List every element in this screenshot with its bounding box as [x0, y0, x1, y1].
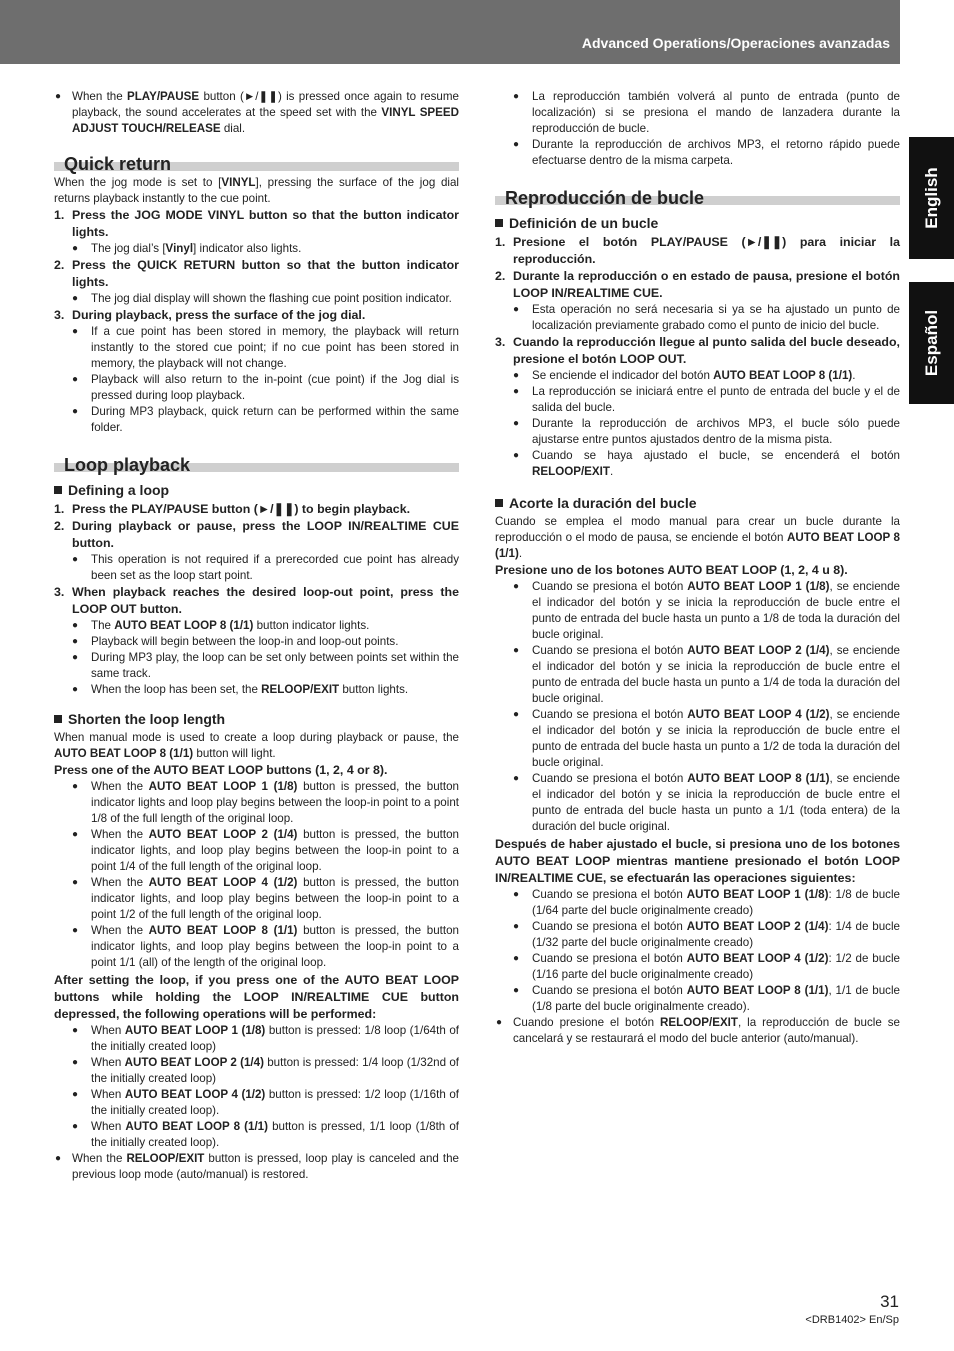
tab-english-label: English — [921, 167, 941, 229]
quick-return-intro: When the jog mode is set to [VINYL], pressing the surface of the jog dial returns playback instantly to the cue point. — [54, 176, 459, 205]
doc-code: <DRB1402> En/Sp — [805, 1314, 899, 1326]
tab-espanol[interactable] — [909, 282, 954, 404]
list-item: ● Playback will begin between the loop-in and loop-out points. — [54, 634, 459, 650]
acorte-intro: Cuando se emplea el modo manual para crear un bucle durante la reproducción o el modo de pausa, se enciende el botón AUTO BEAT LOOP 8 (1/1). — [495, 515, 900, 560]
list-item: ● Durante la reproducción de archivos MP3, el bucle sólo puede ajustarse entre puntos ajustados dentro de la misma pista. — [495, 416, 900, 448]
list-item: ● Cuando se presiona el botón AUTO BEAT LOOP 8 (1/1), se enciende el indicador del botón y se inicia la reproducción de bucle entre el punto de entrada del bucle hasta un punto a 1/1 (toda entera) de la duración del bucle original. — [495, 771, 900, 835]
list-item: ● When AUTO BEAT LOOP 4 (1/2) button is pressed: 1/2 loop (1/16th of the initially created loop). — [54, 1087, 459, 1119]
list-item: ● During MP3 playback, quick return can be performed within the same folder. — [54, 404, 459, 436]
list-item: ● Se enciende el indicador del botón AUTO BEAT LOOP 8 (1/1). — [495, 368, 900, 384]
list-item: ● If a cue point has been stored in memory, the playback will return instantly to the stored cue point; if no cue point has been stored in memory, the playback will not change. — [54, 324, 459, 372]
right-column — [495, 89, 900, 1047]
defining-loop-subheading: Defining a loop — [54, 481, 459, 499]
list-item: ● Esta operación no será necesaria si ya se ha ajustado un punto de localización previamente grabado como el punto de inicio del bucle. — [495, 302, 900, 334]
list-item: ● The AUTO BEAT LOOP 8 (1/1) button indicator lights. — [54, 618, 459, 634]
list-item: ● When the AUTO BEAT LOOP 4 (1/2) button is pressed, the button indicator lights, and loop play begins between the loop-in point to a point 1/2 of the full length of the original loop. — [54, 875, 459, 923]
list-item: ● The jog dial display will shown the flashing cue point position indicator. — [54, 291, 459, 307]
list-item: ● Cuando se presiona el botón AUTO BEAT LOOP 8 (1/1), 1/1 de bucle (1/8 parte del bucle originalmente creado). — [495, 983, 900, 1015]
list-item: ● Cuando se presiona el botón AUTO BEAT LOOP 1 (1/8), se enciende el indicador del botón y se inicia la reproducción de bucle entre el punto de entrada del bucle hasta un punto a 1/8 de toda la duración del bucle original. — [495, 579, 900, 643]
intro-bullet: ● When the PLAY/PAUSE button (►/❚❚) is pressed once again to resume playback, the sound accelerates at the speed set with the VINYL SPEED ADJUST TOUCH/RELEASE dial. — [54, 89, 459, 137]
loop-step-3: 3. When playback reaches the desired loop-out point, press the LOOP OUT button. — [54, 585, 459, 616]
bucle-step-1: 1. Presione el botón PLAY/PAUSE (►/❚❚) para iniciar la reproducción. — [495, 235, 900, 266]
quick-return-step-1: 1. Press the JOG MODE VINYL button so that the button indicator lights. — [54, 208, 459, 239]
quick-return-step-2: 2. Press the QUICK RETURN button so that the button indicator lights. — [54, 258, 459, 289]
list-item: ● When AUTO BEAT LOOP 1 (1/8) button is pressed: 1/8 loop (1/64th of the initially created loop) — [54, 1023, 459, 1055]
list-item: ● When AUTO BEAT LOOP 2 (1/4) button is pressed: 1/4 loop (1/32nd of the initially created loop) — [54, 1055, 459, 1087]
despues-para: Después de haber ajustado el bucle, si presiona uno de los botones AUTO BEAT LOOP mientras mantiene presionado el botón LOOP IN/REALTIME CUE, se efectuarán las operaciones siguientes: — [495, 837, 900, 885]
reproduccion-bucle-heading: Reproducción de bucle — [495, 183, 900, 205]
list-item: ● Cuando se presiona el botón AUTO BEAT LOOP 1 (1/8): 1/8 de bucle (1/64 parte del bucle originalmente creado) — [495, 887, 900, 919]
acorte-bucle-subheading: Acorte la duración del bucle — [495, 494, 900, 512]
list-item: ● Cuando se presiona el botón AUTO BEAT LOOP 4 (1/2): 1/2 de bucle (1/16 parte del bucle originalmente creado) — [495, 951, 900, 983]
list-item: ● La reproducción se iniciará entre el punto de entrada del bucle y el de salida del bucle. — [495, 384, 900, 416]
list-item: ● Cuando se presiona el botón AUTO BEAT LOOP 2 (1/4): 1/4 de bucle (1/32 parte del bucle originalmente creado) — [495, 919, 900, 951]
definicion-bucle-subheading: Definición de un bucle — [495, 214, 900, 232]
loop-step-1: 1. Press the PLAY/PAUSE button (►/❚❚) to begin playback. — [54, 502, 411, 516]
list-item: ● During MP3 play, the loop can be set only between points set within the same track. — [54, 650, 459, 682]
tab-english[interactable] — [909, 137, 954, 259]
shorten-intro: When manual mode is used to create a loop during playback or pause, the AUTO BEAT LOOP 8 (1/1) button will light. — [54, 731, 459, 760]
left-column — [54, 89, 459, 1183]
shorten-loop-subheading: Shorten the loop length — [54, 710, 459, 728]
quick-return-step-3: 3. During playback, press the surface of the jog dial. — [54, 308, 366, 322]
page-header — [0, 0, 900, 64]
shorten-press: Press one of the AUTO BEAT LOOP buttons (1, 2, 4 or 8). — [54, 763, 388, 777]
list-item: ● Durante la reproducción de archivos MP3, el retorno rápido puede efectuarse dentro de la misma carpeta. — [495, 137, 900, 169]
after-setting-para: After setting the loop, if you press one of the AUTO BEAT LOOP buttons while holding the LOOP IN/REALTIME CUE button depressed, the following operations will be performed: — [54, 973, 459, 1021]
tab-espanol-label: Español — [921, 309, 941, 377]
list-item: ● When AUTO BEAT LOOP 8 (1/1) button is pressed, 1/1 loop (1/8th of the initially created loop). — [54, 1119, 459, 1151]
acorte-press: Presione uno de los botones AUTO BEAT LOOP (1, 2, 4 u 8). — [495, 563, 848, 577]
list-item: ● Playback will also return to the in-point (cue point) if the Jog dial is pressed during loop playback. — [54, 372, 459, 404]
list-item: ● The jog dial’s [Vinyl] indicator also lights. — [54, 241, 459, 257]
quick-return-heading: Quick return — [54, 149, 459, 171]
page-number: 31 — [880, 1292, 899, 1311]
list-item: ● When the loop has been set, the RELOOP/EXIT button lights. — [54, 682, 459, 698]
list-item: ● Cuando presione el botón RELOOP/EXIT, la reproducción de bucle se cancelará y se restaurará el modo del bucle anterior (auto/manual). — [495, 1015, 900, 1047]
loop-step-2: 2. During playback or pause, press the LOOP IN/REALTIME CUE button. — [54, 519, 459, 550]
header-title: Advanced Operations/Operaciones avanzadas — [581, 35, 890, 51]
list-item: ● Cuando se presiona el botón AUTO BEAT LOOP 2 (1/4), se enciende el indicador del botón y se inicia la reproducción de bucle entre el punto de entrada del bucle hasta un punto a 1/4 de toda la duración del bucle original. — [495, 643, 900, 707]
list-item: ● When the AUTO BEAT LOOP 1 (1/8) button is pressed, the button indicator lights and loop play begins between the loop-in point to a point 1/8 of the full length of the original loop. — [54, 779, 459, 827]
loop-playback-heading: Loop playback — [54, 450, 459, 472]
list-item: ● Cuando se presiona el botón AUTO BEAT LOOP 4 (1/2), se enciende el indicador del botón y se inicia la reproducción de bucle entre el punto de entrada del bucle hasta un punto a 1/2 de toda la duración del bucle original. — [495, 707, 900, 771]
bucle-step-3: 3. Cuando la reproducción llegue al punto salida del bucle deseado, presione el botón LOOP OUT. — [495, 335, 900, 366]
list-item: ● La reproducción también volverá al punto de entrada (punto de localización) si se presiona el mando de lanzadera durante la reproducción de bucle. — [495, 89, 900, 137]
bucle-step-2: 2. Durante la reproducción o en estado de pausa, presione el botón LOOP IN/REALTIME CUE. — [495, 269, 900, 300]
list-item: ● When the AUTO BEAT LOOP 8 (1/1) button is pressed, the button indicator lights, and loop play begins between the loop-in point to a point 1/1 (all) of the length of the original loop. — [54, 923, 459, 971]
list-item: ● When the AUTO BEAT LOOP 2 (1/4) button is pressed, the button indicator lights, and loop play begins between the loop-in point to a point 1/4 of the full length of the original loop. — [54, 827, 459, 875]
list-item: ● Cuando se haya ajustado el bucle, se encenderá el botón RELOOP/EXIT. — [495, 448, 900, 480]
list-item: ● When the RELOOP/EXIT button is pressed, loop play is canceled and the previous loop mode (auto/manual) is restored. — [54, 1151, 459, 1183]
list-item: ● This operation is not required if a prerecorded cue point has already been set as the loop start point. — [54, 552, 459, 584]
